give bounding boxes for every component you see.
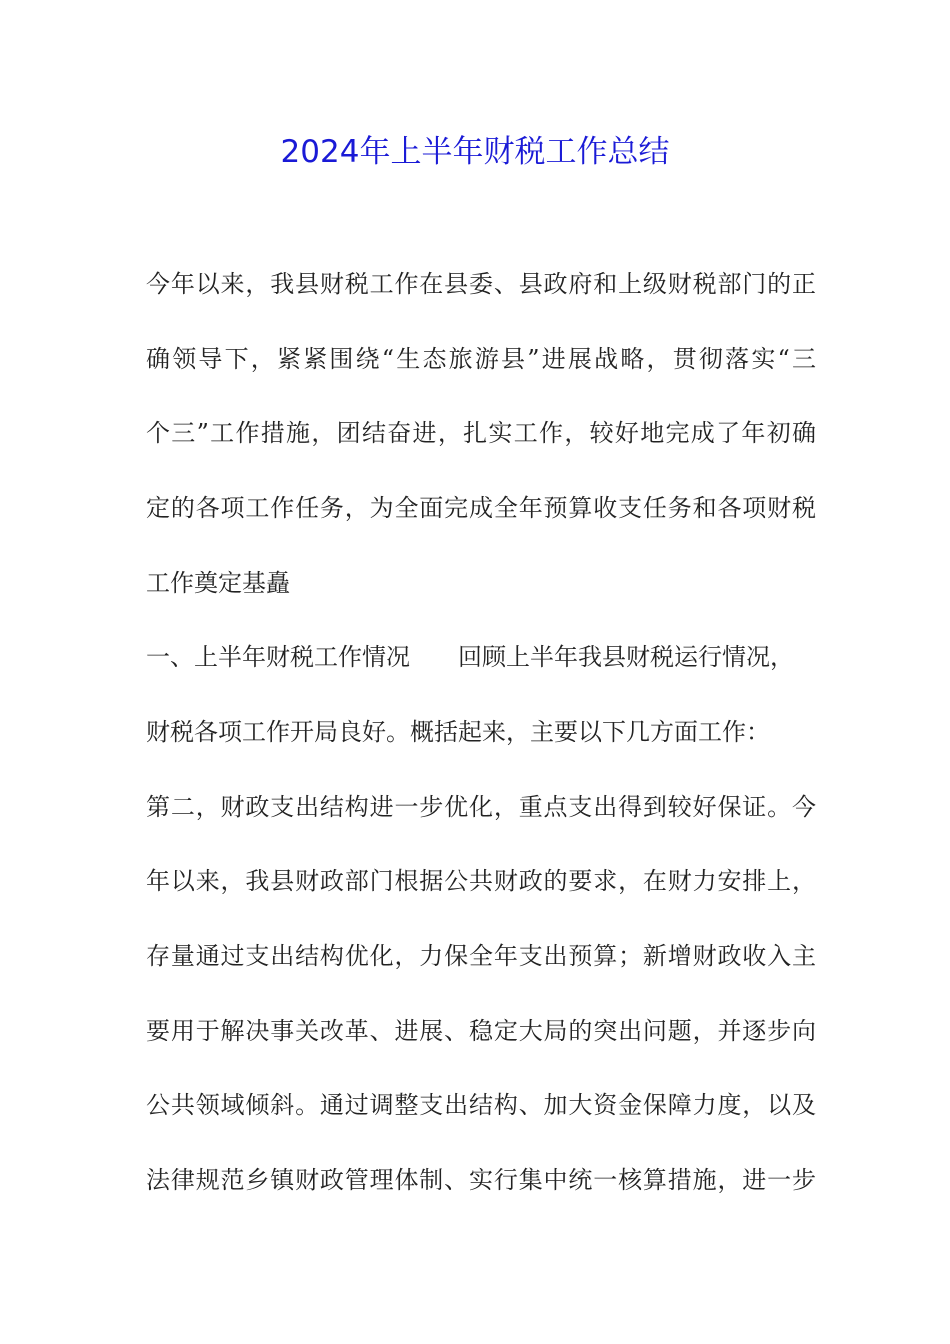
paragraph-line: 个三”工作措施，团结奋进，扎实工作，较好地完成了年初确 (146, 419, 816, 447)
paragraph-line: 工作奠定基矗 (146, 569, 290, 597)
paragraph-line: 第二，财政支出结构进一步优化，重点支出得到较好保证。今 (146, 793, 816, 821)
section-heading-line (146, 637, 816, 677)
paragraph-line: 存量通过支出结构优化，力保全年支出预算；新增财政收入主 (146, 942, 816, 970)
document-title: 2024年上半年财税工作总结 (280, 134, 670, 170)
paragraph-line: 要用于解决事关改革、进展、稳定大局的突出问题，并逐步向 (146, 1017, 816, 1045)
paragraph-line: 年以来，我县财政部门根据公共财政的要求，在财力安排上， (146, 867, 816, 895)
paragraph-line: 公共领域倾斜。通过调整支出结构、加大资金保障力度，以及 (146, 1091, 816, 1119)
paragraph-line: 财税各项工作开局良好。概括起来，主要以下几方面工作： (146, 718, 770, 746)
paragraph-line: 定的各项工作任务，为全面完成全年预算收支任务和各项财税 (146, 494, 816, 522)
section-heading: 一、上半年财税工作情况 (146, 643, 410, 671)
paragraph-line: 确领导下，紧紧围绕“生态旅游县”进展战略，贯彻落实“三 (146, 345, 816, 373)
paragraph-line: 法律规范乡镇财政管理体制、实行集中统一核算措施，进一步 (146, 1166, 816, 1194)
paragraph-line: 今年以来，我县财税工作在县委、县政府和上级财税部门的正 (146, 270, 816, 298)
section-heading-continuation: 回顾上半年我县财税运行情况， (458, 643, 794, 671)
